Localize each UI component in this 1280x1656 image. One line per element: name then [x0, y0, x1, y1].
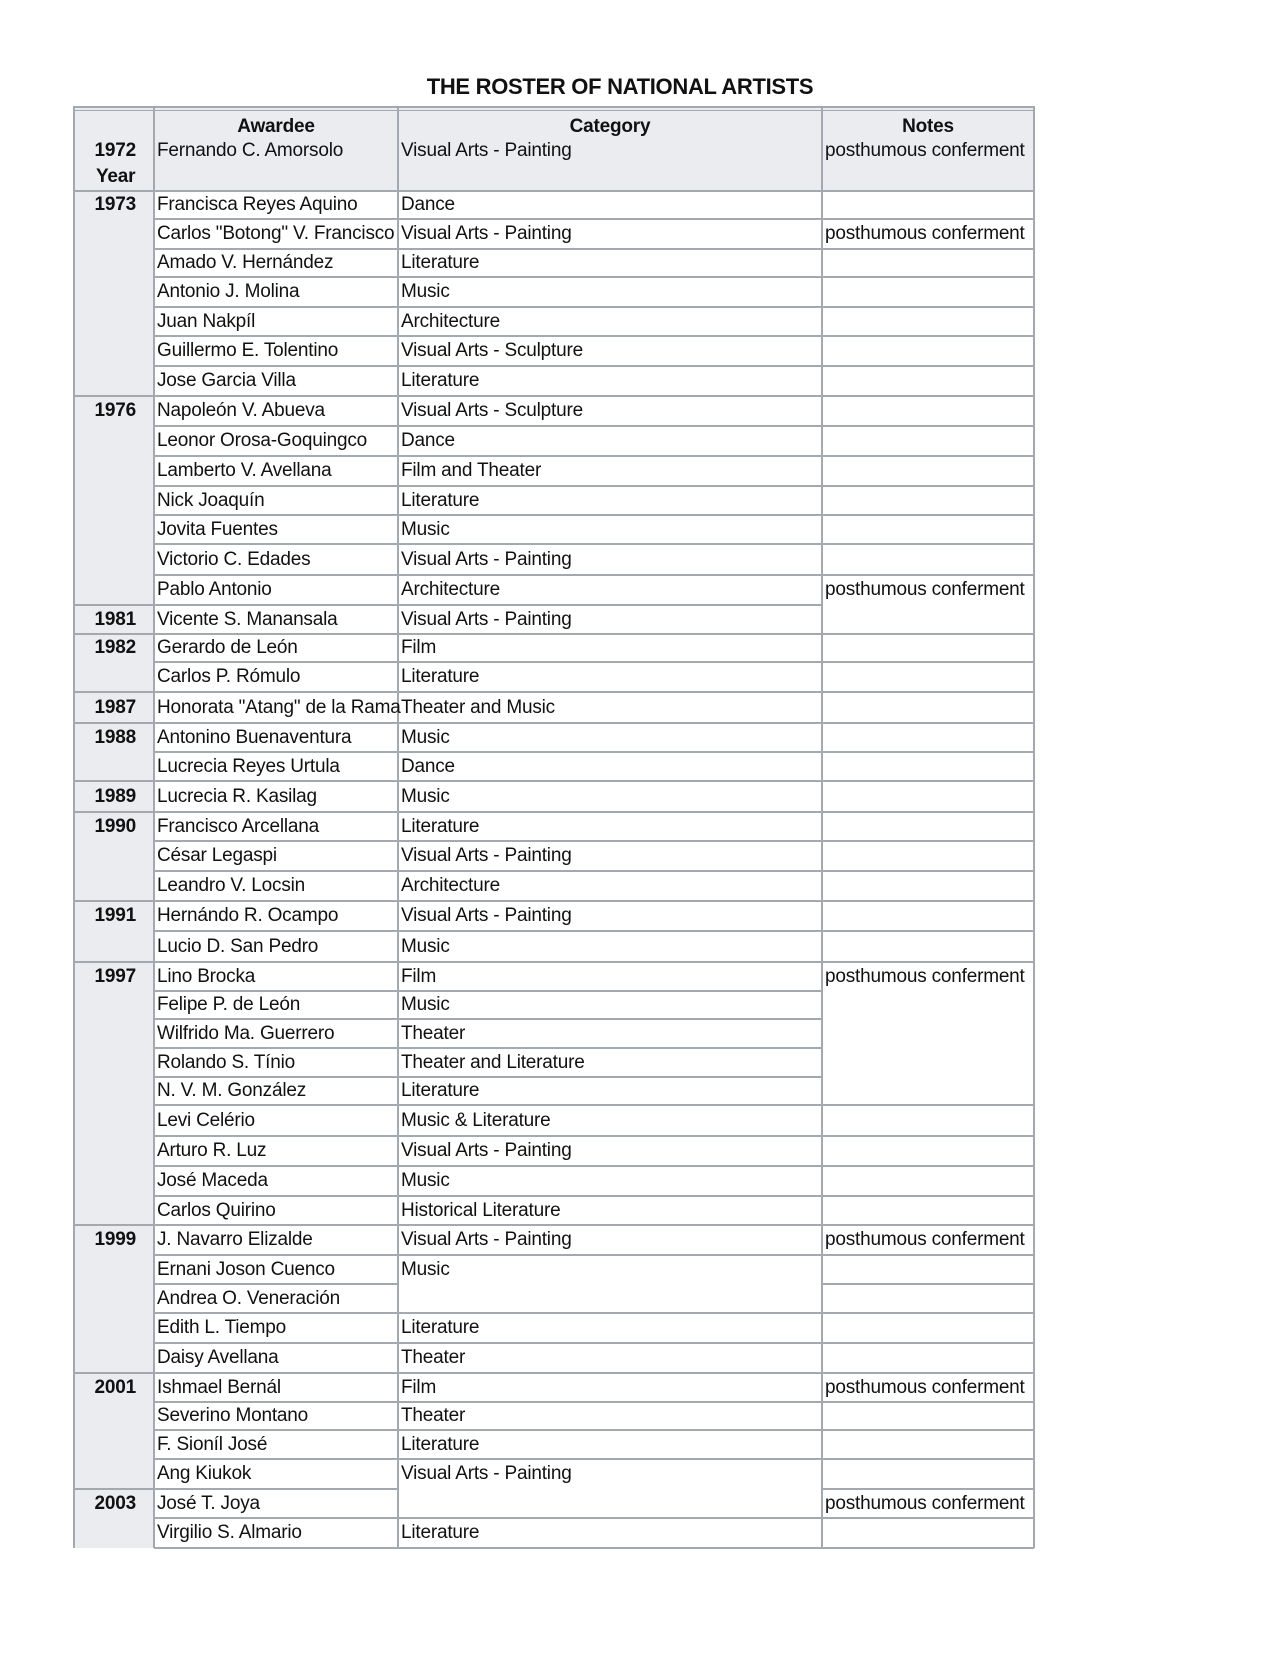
- category-cell: Visual Arts - Painting: [401, 549, 572, 570]
- category-cell: Music & Literature: [401, 1110, 551, 1131]
- awardee-cell: Antonino Buenaventura: [157, 727, 352, 748]
- category-cell: Theater: [401, 1023, 466, 1044]
- row-border: [398, 661, 822, 663]
- category-cell: Theater: [401, 1347, 466, 1368]
- category-cell: Visual Arts - Painting: [401, 140, 572, 161]
- awardee-cell: F. Sioníl José: [157, 1434, 268, 1455]
- category-cell: Film: [401, 1377, 437, 1398]
- year-group-border: [74, 395, 154, 397]
- awardee-cell: J. Navarro Elizalde: [157, 1229, 313, 1250]
- row-border: [822, 425, 1034, 427]
- row-border: [822, 1195, 1034, 1197]
- awardee-cell: Jovita Fuentes: [157, 519, 278, 540]
- row-border: [398, 1458, 822, 1460]
- year-group-border: [74, 691, 154, 693]
- row-border: [398, 425, 822, 427]
- row-border: [154, 1254, 398, 1256]
- year-cell: 1991: [94, 905, 136, 926]
- awardee-cell: Wilfrido Ma. Guerrero: [157, 1023, 335, 1044]
- notes-cell: posthumous conferment: [825, 140, 1025, 161]
- year-cell: 1987: [94, 697, 136, 718]
- row-border: [822, 190, 1034, 192]
- category-cell: Visual Arts - Painting: [401, 1463, 572, 1484]
- awardee-cell: Andrea O. Veneración: [157, 1288, 340, 1309]
- awardee-cell: Felipe P. de León: [157, 994, 301, 1015]
- notes-cell: posthumous conferment: [825, 966, 1025, 987]
- row-border: [154, 335, 398, 337]
- awardee-cell: Virgilio S. Almario: [157, 1522, 302, 1543]
- category-cell: Architecture: [401, 311, 500, 332]
- row-border: [822, 930, 1034, 932]
- row-border: [154, 633, 398, 635]
- row-border: [822, 248, 1034, 250]
- row-border: [398, 1312, 822, 1314]
- awardee-cell: Leonor Orosa-Goquingco: [157, 430, 368, 451]
- row-border: [154, 514, 398, 516]
- awardee-cell: Francisca Reyes Aquino: [157, 194, 358, 215]
- row-border: [398, 514, 822, 516]
- table-top-border: [74, 106, 1034, 108]
- year-cell: 2003: [94, 1493, 136, 1514]
- row-border: [154, 365, 398, 367]
- row-border: [398, 780, 822, 782]
- row-border: [398, 1076, 822, 1078]
- row-border: [154, 1517, 398, 1519]
- row-border: [822, 1488, 1034, 1490]
- category-cell: Literature: [401, 1317, 480, 1338]
- row-border: [398, 335, 822, 337]
- awardee-cell: Levi Celério: [157, 1110, 255, 1131]
- category-cell: Dance: [401, 194, 455, 215]
- page-title: THE ROSTER OF NATIONAL ARTISTS: [426, 74, 814, 99]
- category-cell: Literature: [401, 816, 480, 837]
- row-border: [154, 543, 398, 545]
- row-border: [398, 604, 822, 606]
- category-cell: Film and Theater: [401, 460, 542, 481]
- row-border: [398, 1372, 822, 1374]
- column-divider: [397, 106, 399, 1548]
- category-cell: Architecture: [401, 875, 500, 896]
- row-border: [822, 840, 1034, 842]
- row-border: [154, 306, 398, 308]
- row-border: [398, 543, 822, 545]
- notes-cell: posthumous conferment: [825, 1377, 1025, 1398]
- row-border: [154, 574, 398, 576]
- row-border: [398, 276, 822, 278]
- row-border: [398, 218, 822, 220]
- year-cell: 1982: [94, 637, 136, 658]
- year-cell: 2001: [94, 1377, 136, 1398]
- row-border: [398, 691, 822, 693]
- row-border: [398, 990, 822, 992]
- awardee-cell: José T. Joya: [157, 1493, 260, 1514]
- awardee-cell: Vicente S. Manansala: [157, 609, 338, 630]
- row-border: [822, 1372, 1034, 1374]
- row-border: [822, 365, 1034, 367]
- row-border: [822, 306, 1034, 308]
- row-border: [398, 395, 822, 397]
- row-border: [398, 190, 822, 192]
- awardee-cell: Ishmael Bernál: [157, 1377, 281, 1398]
- column-divider: [821, 106, 823, 1548]
- row-border: [822, 1224, 1034, 1226]
- year-group-border: [74, 722, 154, 724]
- row-border: [154, 218, 398, 220]
- awardee-cell: Amado V. Hernández: [157, 252, 334, 273]
- row-border: [398, 751, 822, 753]
- year-group-border: [74, 604, 154, 606]
- row-border: [822, 1312, 1034, 1314]
- row-border: [822, 633, 1034, 635]
- category-cell: Visual Arts - Painting: [401, 1229, 572, 1250]
- category-cell: Visual Arts - Painting: [401, 1140, 572, 1161]
- awardee-cell: Jose Garcia Villa: [157, 370, 296, 391]
- notes-cell: posthumous conferment: [825, 1493, 1025, 1514]
- row-border: [154, 961, 398, 963]
- row-border: [822, 661, 1034, 663]
- row-border: [398, 633, 822, 635]
- category-cell: Architecture: [401, 579, 500, 600]
- year-group-border: [74, 1372, 154, 1374]
- row-border: [154, 811, 398, 813]
- category-cell: Literature: [401, 1434, 480, 1455]
- row-border: [398, 1429, 822, 1431]
- category-cell: Literature: [401, 1080, 480, 1101]
- year-group-border: [74, 1224, 154, 1226]
- category-cell: Visual Arts - Painting: [401, 609, 572, 630]
- category-cell: Theater and Music: [401, 697, 555, 718]
- row-border: [822, 751, 1034, 753]
- category-cell: Film: [401, 966, 437, 987]
- row-border: [154, 900, 398, 902]
- column-header-notes: Notes: [902, 116, 954, 137]
- category-cell: Music: [401, 281, 450, 302]
- row-border: [154, 1342, 398, 1344]
- row-border: [154, 248, 398, 250]
- category-cell: Visual Arts - Painting: [401, 905, 572, 926]
- table-bottom-border: [154, 1547, 1034, 1549]
- awardee-cell: Lucio D. San Pedro: [157, 936, 319, 957]
- category-cell: Music: [401, 1259, 450, 1280]
- category-cell: Visual Arts - Sculpture: [401, 340, 583, 361]
- year-cell: 1990: [94, 816, 136, 837]
- year-cell: 1976: [94, 400, 136, 421]
- column-header-year: Year: [96, 166, 136, 187]
- row-border: [154, 751, 398, 753]
- awardee-cell: Fernando C. Amorsolo: [157, 140, 344, 161]
- row-border: [154, 1047, 398, 1049]
- row-border: [822, 514, 1034, 516]
- row-border: [398, 900, 822, 902]
- row-border: [398, 840, 822, 842]
- awardee-cell: Lino Brocka: [157, 966, 256, 987]
- year-group-border: [74, 633, 154, 635]
- year-cell: 1973: [94, 194, 136, 215]
- awardee-cell: Juan Nakpíl: [157, 311, 256, 332]
- row-border: [154, 1135, 398, 1137]
- row-border: [822, 811, 1034, 813]
- awardee-cell: César Legaspi: [157, 845, 277, 866]
- row-border: [822, 485, 1034, 487]
- row-border: [154, 1488, 398, 1490]
- awardee-cell: Ang Kiukok: [157, 1463, 252, 1484]
- row-border: [822, 1254, 1034, 1256]
- row-border: [822, 1342, 1034, 1344]
- awardee-cell: Severino Montano: [157, 1405, 309, 1426]
- awardee-cell: Carlos "Botong" V. Francisco: [157, 223, 395, 244]
- row-border: [822, 961, 1034, 963]
- row-border: [154, 1224, 398, 1226]
- category-cell: Literature: [401, 666, 480, 687]
- row-border: [398, 1018, 822, 1020]
- row-border: [154, 425, 398, 427]
- year-cell: 1999: [94, 1229, 136, 1250]
- category-cell: Theater and Literature: [401, 1052, 585, 1073]
- year-cell: 1972: [94, 140, 136, 161]
- row-border: [154, 1429, 398, 1431]
- category-cell: Music: [401, 519, 450, 540]
- year-cell: 1989: [94, 786, 136, 807]
- row-border: [154, 870, 398, 872]
- awardee-cell: Hernándo R. Ocampo: [157, 905, 339, 926]
- column-divider: [153, 106, 155, 1548]
- awardee-cell: Daisy Avellana: [157, 1347, 279, 1368]
- row-border: [822, 1104, 1034, 1106]
- table-top-border-inner: [74, 110, 1034, 111]
- row-border: [154, 1372, 398, 1374]
- awardee-cell: Lucrecia R. Kasilag: [157, 786, 317, 807]
- category-cell: Music: [401, 786, 450, 807]
- column-header-category: Category: [569, 116, 651, 137]
- row-border: [822, 335, 1034, 337]
- awardee-cell: Arturo R. Luz: [157, 1140, 267, 1161]
- awardee-cell: Honorata "Atang" de la Rama: [157, 697, 401, 718]
- row-border: [154, 1076, 398, 1078]
- awardee-cell: Edith L. Tiempo: [157, 1317, 287, 1338]
- year-cell: 1988: [94, 727, 136, 748]
- row-border: [398, 1224, 822, 1226]
- row-border: [822, 780, 1034, 782]
- category-cell: Music: [401, 1170, 450, 1191]
- awardee-cell: Leandro V. Locsin: [157, 875, 306, 896]
- category-cell: Literature: [401, 370, 480, 391]
- year-group-border: [74, 780, 154, 782]
- awardee-cell: Lamberto V. Avellana: [157, 460, 332, 481]
- category-cell: Visual Arts - Sculpture: [401, 400, 583, 421]
- row-border: [822, 455, 1034, 457]
- row-border: [154, 604, 398, 606]
- row-border: [398, 248, 822, 250]
- awardee-cell: Victorio C. Edades: [157, 549, 311, 570]
- notes-cell: posthumous conferment: [825, 223, 1025, 244]
- year-group-border: [74, 190, 154, 192]
- row-border: [398, 1047, 822, 1049]
- awardee-cell: N. V. M. González: [157, 1080, 307, 1101]
- row-border: [398, 870, 822, 872]
- row-border: [154, 840, 398, 842]
- row-border: [822, 1401, 1034, 1403]
- category-cell: Music: [401, 994, 450, 1015]
- row-border: [154, 1018, 398, 1020]
- row-border: [398, 930, 822, 932]
- row-border: [154, 990, 398, 992]
- row-border: [822, 1458, 1034, 1460]
- row-border: [398, 1517, 822, 1519]
- year-group-border: [74, 961, 154, 963]
- row-border: [154, 1283, 398, 1285]
- row-border: [398, 1135, 822, 1137]
- year-group-border: [74, 900, 154, 902]
- year-group-border: [74, 1488, 154, 1490]
- awardee-cell: Francisco Arcellana: [157, 816, 319, 837]
- row-border: [822, 691, 1034, 693]
- row-border: [398, 455, 822, 457]
- row-border: [398, 306, 822, 308]
- row-border: [154, 190, 398, 192]
- awardee-cell: Nick Joaquín: [157, 490, 265, 511]
- column-header-awardee: Awardee: [237, 116, 315, 137]
- category-cell: Literature: [401, 252, 480, 273]
- row-border: [398, 1342, 822, 1344]
- row-border: [398, 1165, 822, 1167]
- row-border: [822, 900, 1034, 902]
- row-border: [822, 395, 1034, 397]
- awardee-cell: José Maceda: [157, 1170, 268, 1191]
- row-border: [154, 930, 398, 932]
- category-cell: Visual Arts - Painting: [401, 223, 572, 244]
- row-border: [154, 1195, 398, 1197]
- category-cell: Music: [401, 727, 450, 748]
- row-border: [822, 722, 1034, 724]
- column-divider: [1033, 106, 1035, 1548]
- row-border: [822, 218, 1034, 220]
- row-border: [154, 1104, 398, 1106]
- row-border: [154, 780, 398, 782]
- category-cell: Visual Arts - Painting: [401, 845, 572, 866]
- row-border: [398, 722, 822, 724]
- awardee-cell: Ernani Joson Cuenco: [157, 1259, 335, 1280]
- row-border: [822, 1283, 1034, 1285]
- row-border: [398, 961, 822, 963]
- row-border: [822, 1429, 1034, 1431]
- row-border: [398, 1254, 822, 1256]
- category-cell: Dance: [401, 756, 455, 777]
- category-cell: Music: [401, 936, 450, 957]
- row-border: [154, 661, 398, 663]
- row-border: [822, 574, 1034, 576]
- row-border: [154, 395, 398, 397]
- awardee-cell: Antonio J. Molina: [157, 281, 300, 302]
- row-border: [398, 485, 822, 487]
- row-border: [154, 485, 398, 487]
- row-border: [154, 691, 398, 693]
- row-border: [822, 543, 1034, 545]
- row-border: [154, 1458, 398, 1460]
- category-cell: Film: [401, 637, 437, 658]
- awardee-cell: Guillermo E. Tolentino: [157, 340, 339, 361]
- category-cell: Theater: [401, 1405, 466, 1426]
- row-border: [154, 1312, 398, 1314]
- row-border: [154, 1401, 398, 1403]
- year-cell: 1981: [94, 609, 136, 630]
- row-border: [822, 1165, 1034, 1167]
- category-cell: Dance: [401, 430, 455, 451]
- row-border: [154, 1165, 398, 1167]
- row-border: [398, 1104, 822, 1106]
- row-border: [154, 455, 398, 457]
- row-border: [822, 1135, 1034, 1137]
- row-border: [154, 276, 398, 278]
- row-border: [154, 722, 398, 724]
- awardee-cell: Napoleón V. Abueva: [157, 400, 325, 421]
- row-border: [398, 365, 822, 367]
- year-group-border: [74, 811, 154, 813]
- awardee-cell: Gerardo de León: [157, 637, 298, 658]
- category-cell: Literature: [401, 1522, 480, 1543]
- notes-cell: posthumous conferment: [825, 579, 1025, 600]
- row-border: [822, 1517, 1034, 1519]
- row-border: [398, 811, 822, 813]
- year-cell: 1997: [94, 966, 136, 987]
- notes-cell: posthumous conferment: [825, 1229, 1025, 1250]
- category-cell: Literature: [401, 490, 480, 511]
- awardee-cell: Carlos P. Rómulo: [157, 666, 301, 687]
- awardee-cell: Pablo Antonio: [157, 579, 272, 600]
- row-border: [822, 870, 1034, 872]
- awardee-cell: Rolando S. Tínio: [157, 1052, 295, 1073]
- row-border: [398, 1401, 822, 1403]
- row-border: [398, 1195, 822, 1197]
- row-border: [398, 574, 822, 576]
- category-cell: Historical Literature: [401, 1200, 561, 1221]
- awardee-cell: Carlos Quirino: [157, 1200, 276, 1221]
- awardee-cell: Lucrecia Reyes Urtula: [157, 756, 340, 777]
- row-border: [822, 276, 1034, 278]
